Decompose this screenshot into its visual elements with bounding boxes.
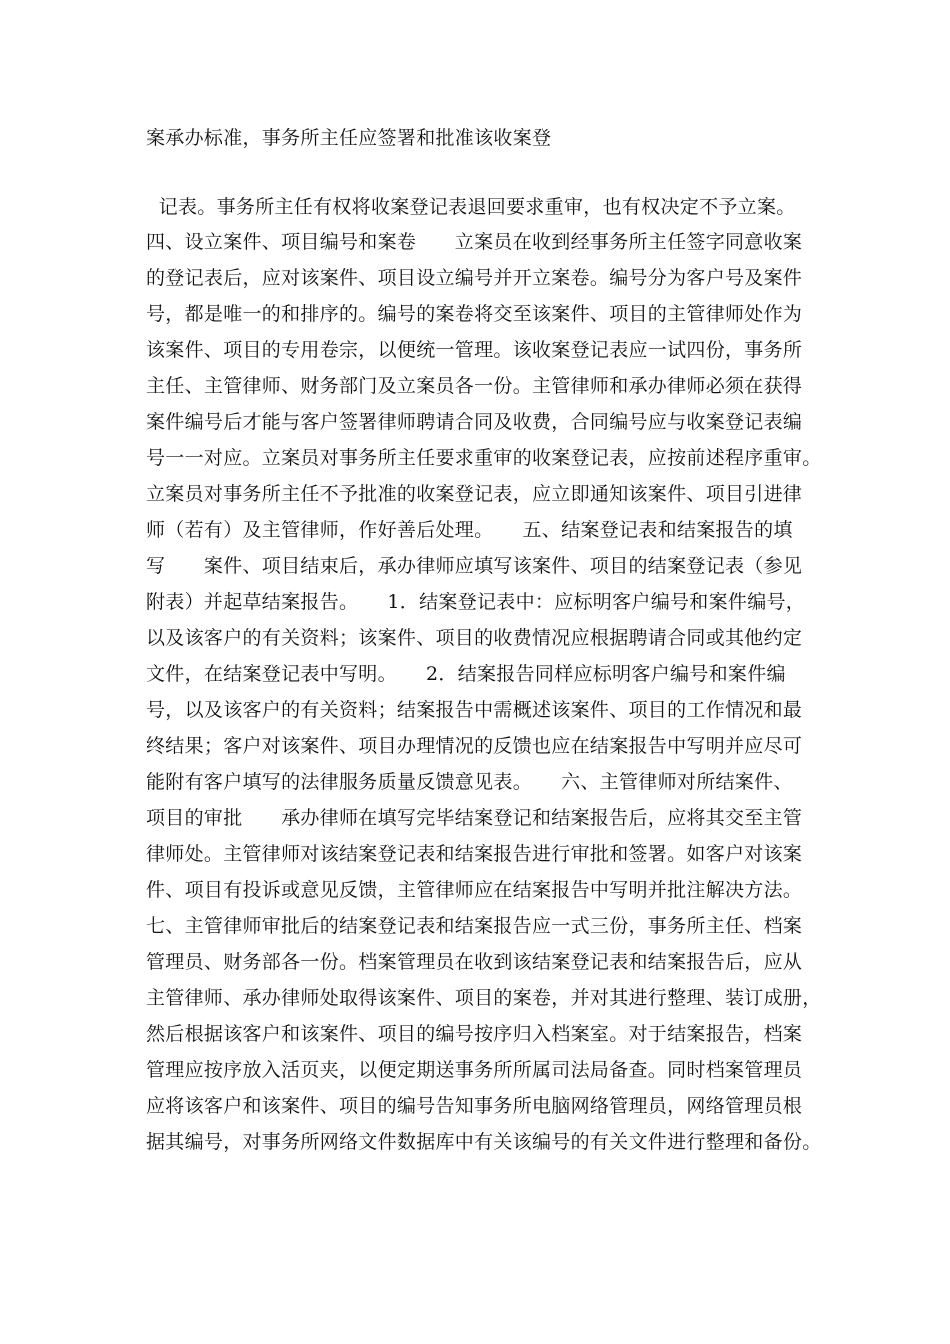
text-line: 号一一对应。立案员对事务所主任要求重审的收案登记表，应按前述程序重审。 — [146, 447, 822, 469]
text-line: 件、项目有投诉或意见反馈，主管律师应在结案报告中写明并批注解决方法。 — [146, 879, 803, 901]
text-line: 该案件、项目的专用卷宗，以便统一管理。该收案登记表应一试四份，事务所 — [146, 339, 803, 361]
text-line: 应将该客户和该案件、项目的编号告知事务所电脑网络管理员，网络管理员根 — [146, 1095, 803, 1117]
text-line: 立案员对事务所主任不予批准的收案登记表，应立即通知该案件、项目引进律 — [146, 483, 803, 505]
text-line: 然后根据该客户和该案件、项目的编号按序归入档案室。对于结案报告，档案 — [146, 1023, 803, 1045]
text-line: 号，都是唯一的和排序的。编号的案卷将交至该案件、项目的主管律师处作为 — [146, 303, 803, 325]
text-line: 主任、主管律师、财务部门及立案员各一份。主管律师和承办律师必须在获得 — [146, 375, 803, 397]
text-line: 能附有客户填写的法律服务质量反馈意见表。 六、主管律师对所结案件、 — [146, 771, 793, 793]
text-line: 项目的审批 承办律师在填写完毕结案登记和结案报告后，应将其交至主管 — [146, 807, 803, 829]
text-line: 终结果；客户对该案件、项目办理情况的反馈也应在结案报告中写明并应尽可 — [146, 735, 803, 757]
text-line: 师（若有）及主管律师，作好善后处理。 五、结案登记表和结案报告的填 — [146, 519, 793, 541]
text-line: 四、设立案件、项目编号和案卷 立案员在收到经事务所主任签字同意收案 — [146, 231, 803, 253]
text-line: 七、主管律师审批后的结案登记表和结案报告应一式三份，事务所主任、档案 — [146, 915, 803, 937]
text-line: 管理应按序放入活页夹，以便定期送事务所所属司法局备查。同时档案管理员 — [146, 1059, 803, 1081]
text-line: 律师处。主管律师对该结案登记表和结案报告进行审批和签署。如客户对该案 — [146, 843, 803, 865]
text-line: 案承办标准，事务所主任应签署和批准该收案登 — [146, 127, 552, 149]
text-line: 以及该客户的有关资料；该案件、项目的收费情况应根据聘请合同或其他约定 — [146, 627, 803, 649]
text-line: 据其编号，对事务所网络文件数据库中有关该编号的有关文件进行整理和备份。 — [146, 1131, 822, 1153]
text-line: 的登记表后，应对该案件、项目设立编号并开立案卷。编号分为客户号及案件 — [146, 267, 803, 289]
text-line: 案件编号后才能与客户签署律师聘请合同及收费，合同编号应与收案登记表编 — [146, 411, 803, 433]
text-line: 主管律师、承办律师处取得该案件、项目的案卷，并对其进行整理、装订成册， — [146, 987, 822, 1009]
text-line: 附表）并起草结案报告。 1．结案登记表中：应标明客户编号和案件编号， — [146, 591, 806, 613]
text-line: 文件，在结案登记表中写明。 2．结案报告同样应标明客户编号和案件编 — [146, 663, 786, 685]
text-line: 写 案件、项目结束后，承办律师应填写该案件、项目的结案登记表（参见 — [146, 555, 803, 577]
text-line: 号，以及该客户的有关资料；结案报告中需概述该案件、项目的工作情况和最 — [146, 699, 803, 721]
text-line: 记表。事务所主任有权将收案登记表退回要求重审，也有权决定不予立案。 — [146, 196, 796, 218]
text-line: 管理员、财务部各一份。档案管理员在收到该结案登记表和结案报告后，应从 — [146, 951, 803, 973]
